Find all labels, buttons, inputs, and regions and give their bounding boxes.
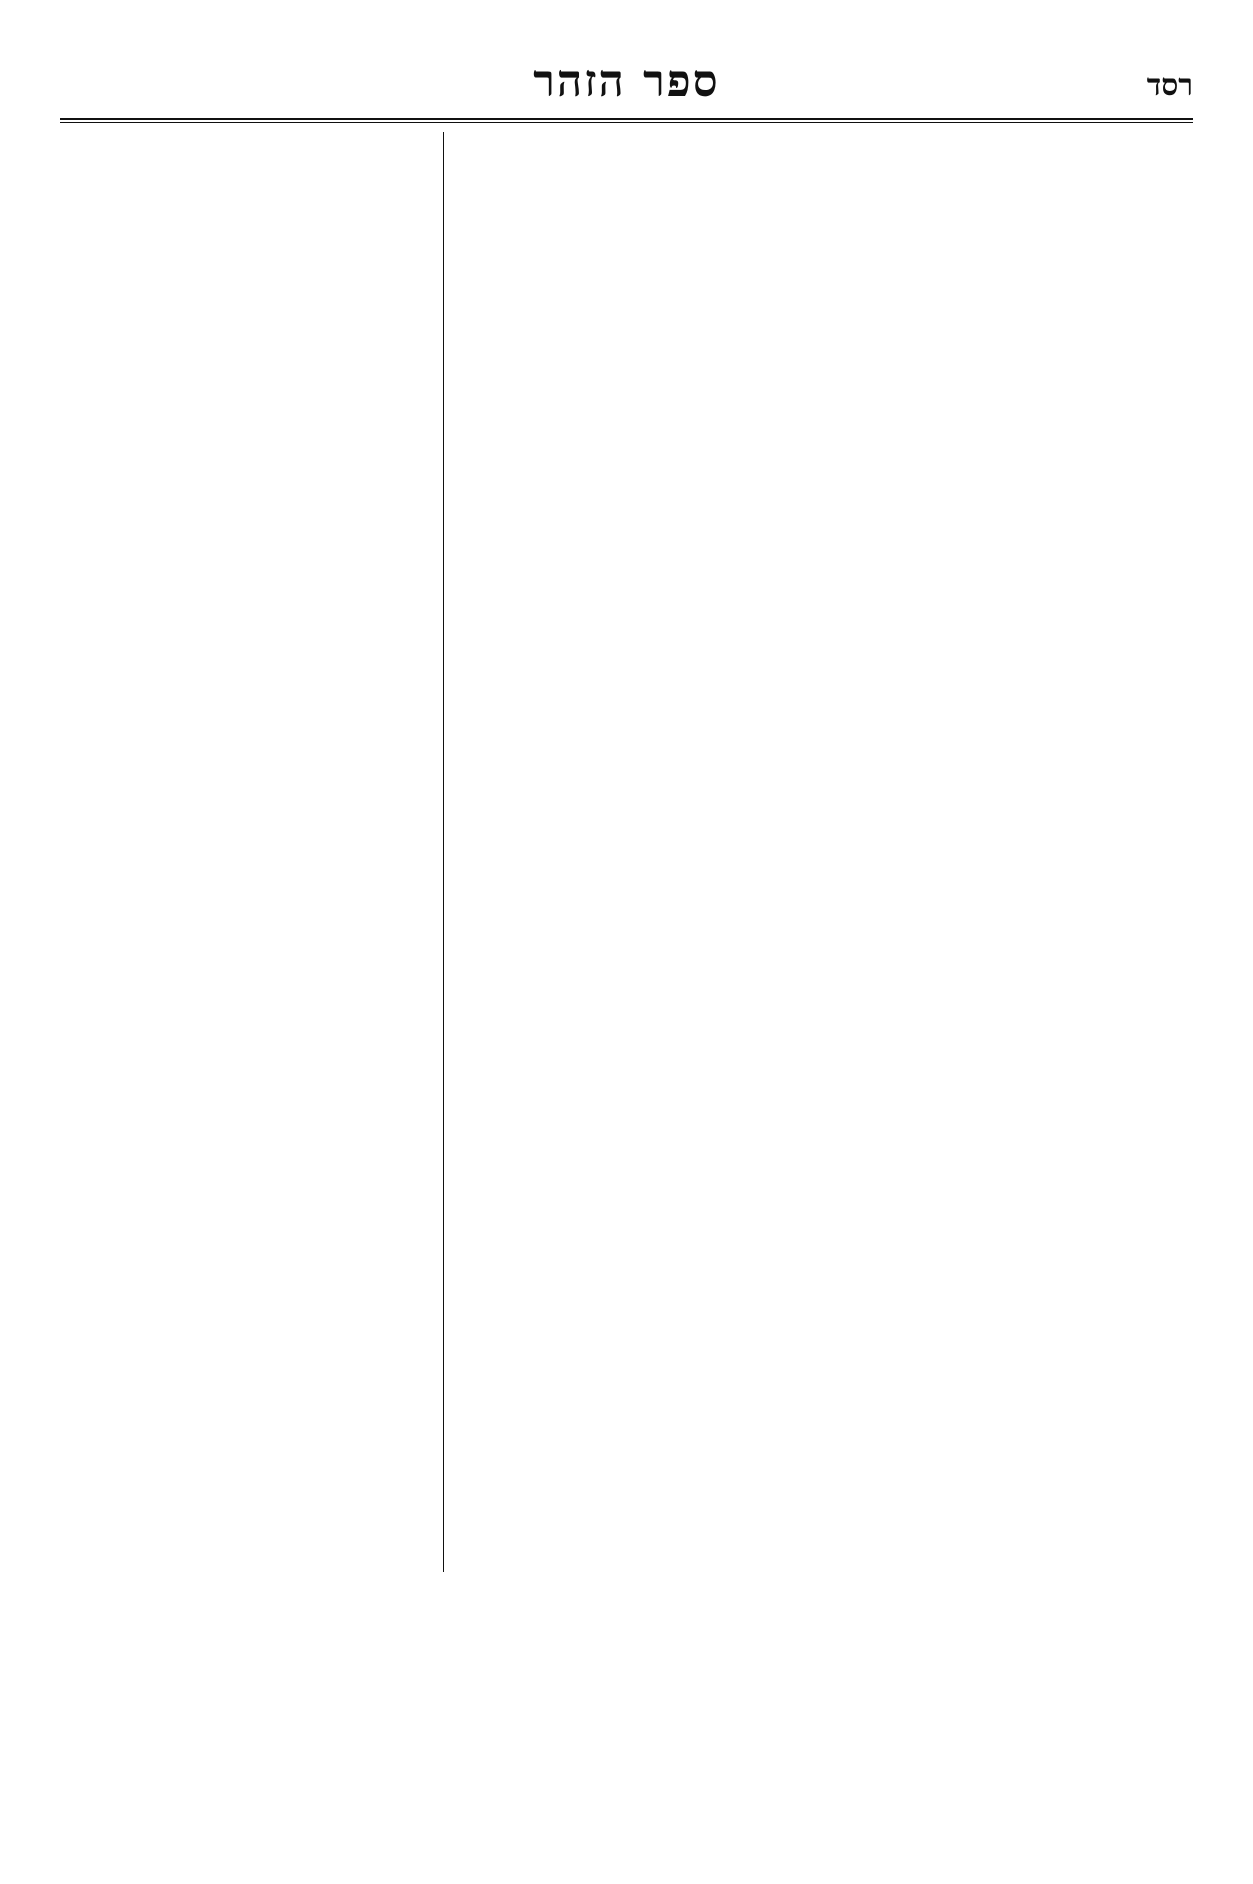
zohar-text-column [453, 132, 1193, 140]
translation-column [60, 132, 430, 140]
book-title: ספר הזהר [533, 56, 720, 107]
page-number: רסד [1146, 68, 1193, 103]
header-bar [60, 56, 1193, 122]
header-rule-thin [60, 122, 1193, 123]
bottom-continuation [60, 1592, 1193, 1600]
header-rule [60, 118, 1193, 120]
column-divider [443, 132, 444, 1572]
